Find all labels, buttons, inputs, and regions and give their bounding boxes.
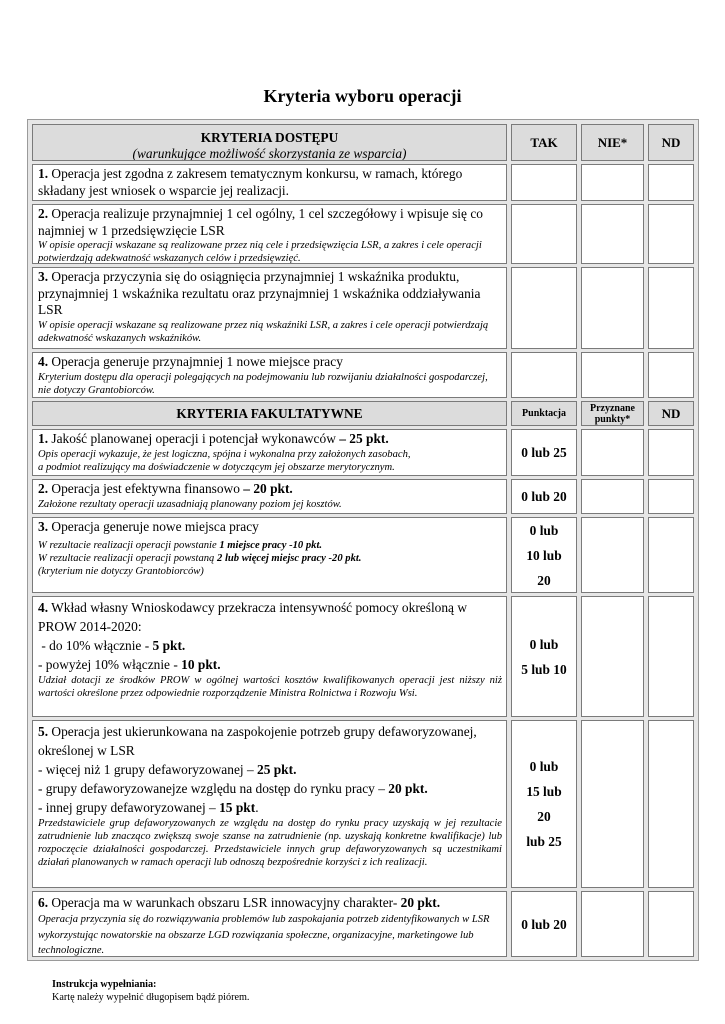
access-2-no-checkbox[interactable] — [581, 204, 644, 264]
optional-criterion-4-text: Wkład własny Wnioskodawcy przekracza intensywność pomocy określoną w PROW 2014-2020: — [38, 600, 468, 634]
access-criterion-1 — [32, 164, 507, 201]
access-criterion-4 — [32, 352, 507, 398]
access-criterion-3 — [32, 267, 507, 349]
optional-criterion-3 — [32, 517, 507, 593]
col-header-no: NIE* — [581, 124, 644, 161]
col-header-points: Punktacja — [511, 401, 577, 426]
optional-criterion-1-number: 1. — [38, 431, 49, 446]
optional-criterion-3-note-1-bold: 1 miejsce pracy -10 pkt. — [219, 539, 323, 551]
optional-criterion-4-number: 4. — [38, 600, 49, 615]
optional-criterion-2-note: Założone rezultaty operacji uzasadniają planowany poziom jej kosztów. — [38, 498, 342, 510]
page-title: Kryteria wyboru operacji — [263, 86, 462, 106]
optional-criterion-3-note-3: (kryterium nie dotyczy Grantobiorców) — [38, 565, 204, 577]
access-2-nd-checkbox[interactable] — [648, 204, 694, 264]
access-criterion-3-note: W opisie operacji wskazane są realizowane przez nią wskaźniki LSR, a zakres i cele operacji potwierdzają adekwatność wskazanych wskaźników. — [38, 319, 489, 344]
optional-3-scoring — [511, 517, 577, 593]
access-criterion-2-text: Operacja realizuje przynajmniej 1 cel ogólny, 1 cel szczegółowy i wpisuje się co najmniej w 1 przedsięwzięcie LSR — [38, 206, 483, 238]
optional-1-scoring — [511, 429, 577, 476]
optional-criterion-4-note: Udział dotacji ze środków PROW w ogólnej wartości kosztów kwalifikowanych operacji jest niższy niż wartości określone przez odpowiednie rozporządzenie Ministra Rolnictwa i Rozwoju Wsi. — [38, 675, 502, 699]
optional-criterion-1-text: Jakość planowanej operacji i potencjał wykonawców — [51, 431, 336, 446]
access-criterion-2-number: 2. — [38, 206, 49, 221]
scoring-value: 0 lub 20 — [521, 916, 567, 932]
access-criterion-4-text: Operacja generuje przynajmniej 1 nowe miejsce pracy — [51, 354, 343, 369]
access-4-no-checkbox[interactable] — [581, 352, 644, 398]
access-criterion-2-note: W opisie operacji wskazane są realizowane przez nią cele i przedsięwzięcia LSR, a zakres i cele operacji potwierdzają adekwatność wskazanych celów i przedsięwzięć. — [38, 240, 482, 264]
optional-2-scoring — [511, 479, 577, 514]
optional-5-scoring — [511, 720, 577, 888]
access-1-yes-checkbox[interactable] — [511, 164, 577, 201]
optional-criterion-4-option-2: - powyżej 10% włącznie - — [38, 657, 182, 672]
access-criterion-2 — [32, 204, 507, 264]
scoring-value: 0 lub — [529, 759, 559, 774]
optional-criterion-5-option-1-points: 25 pkt. — [257, 762, 297, 777]
scoring-value: 10 lub — [526, 547, 562, 563]
access-criteria-header — [32, 124, 507, 161]
optional-criterion-4-option-1-points: 5 pkt. — [152, 638, 186, 653]
optional-2-awarded-input[interactable] — [581, 479, 644, 514]
optional-6-awarded-input[interactable] — [581, 891, 644, 957]
optional-criterion-5-option-2: - grupy defaworyzowanejze względu na dostęp do rynku pracy – — [38, 781, 389, 796]
scoring-value: 0 lub — [529, 636, 559, 652]
optional-1-awarded-input[interactable] — [581, 429, 644, 476]
optional-criterion-3-note-2-bold: 2 lub więcej miejsc pracy -20 pkt. — [217, 552, 362, 564]
optional-criterion-1-note-1: Opis operacji wykazuje, że jest logiczna, spójna i wykonalna przy założonych zasobach, — [38, 448, 411, 460]
optional-2-nd-checkbox[interactable] — [648, 479, 694, 514]
access-criterion-3-number: 3. — [38, 269, 49, 284]
optional-criterion-5-option-3-points: 15 pkt — [219, 800, 256, 815]
col-header-yes: TAK — [511, 124, 577, 161]
optional-criterion-1-note-2: a podmiot realizujący ma doświadczenie w dotyczącym jej obszarze merytorycznym. — [38, 461, 395, 473]
optional-criteria-header: KRYTERIA FAKULTATYWNE — [32, 401, 507, 426]
optional-criterion-2-text: Operacja jest efektywna finansowo — [51, 481, 240, 496]
optional-4-awarded-input[interactable] — [581, 596, 644, 717]
scoring-value: 0 lub 25 — [521, 445, 567, 460]
optional-4-nd-checkbox[interactable] — [648, 596, 694, 717]
optional-criterion-6 — [32, 891, 507, 957]
access-1-nd-checkbox[interactable] — [648, 164, 694, 201]
access-2-yes-checkbox[interactable] — [511, 204, 577, 264]
scoring-value: 20 — [537, 572, 551, 588]
col-header-nd: ND — [648, 124, 694, 161]
optional-5-awarded-input[interactable] — [581, 720, 644, 888]
optional-criterion-5-option-2-points: 20 pkt. — [388, 781, 428, 796]
col-header-awarded-points: Przyznane punkty* — [581, 401, 644, 426]
scoring-value: 5 lub 10 — [521, 661, 567, 677]
access-criteria-title: KRYTERIA DOSTĘPU — [200, 130, 339, 145]
optional-criterion-1-points: – 25 pkt. — [339, 431, 389, 446]
optional-criterion-6-points: 20 pkt. — [397, 895, 441, 910]
instructions — [52, 979, 249, 1004]
optional-criterion-5-option-3-dot: . — [255, 800, 259, 815]
optional-criterion-6-text: Operacja ma w warunkach obszaru LSR innowacyjny charakter- — [51, 895, 398, 910]
scoring-value: 0 lub 20 — [521, 489, 567, 504]
optional-criterion-5 — [32, 720, 507, 888]
instructions-text: Kartę należy wypełnić długopisem bądź piórem. — [52, 991, 250, 1003]
optional-criterion-5-number: 5. — [38, 724, 49, 739]
access-4-nd-checkbox[interactable] — [648, 352, 694, 398]
instructions-title: Instrukcja wypełniania: — [52, 979, 157, 990]
optional-criterion-5-option-3: - innej grupy defaworyzowanej – — [38, 800, 220, 815]
optional-criterion-4-option-1: - do 10% włącznie - — [38, 638, 153, 653]
optional-3-nd-checkbox[interactable] — [648, 517, 694, 593]
optional-3-awarded-input[interactable] — [581, 517, 644, 593]
optional-criterion-5-text: Operacja jest ukierunkowana na zaspokojenie potrzeb grupy defaworyzowanej, określonej w LSR — [38, 724, 477, 758]
optional-6-nd-checkbox[interactable] — [648, 891, 694, 957]
optional-criterion-3-note-2: W rezultacie realizacji operacji powstaną — [38, 552, 215, 564]
optional-criterion-4 — [32, 596, 507, 717]
access-criterion-4-number: 4. — [38, 354, 49, 369]
optional-1-nd-checkbox[interactable] — [648, 429, 694, 476]
scoring-value: lub 25 — [526, 834, 562, 849]
col-header-nd-optional: ND — [648, 401, 694, 426]
access-criterion-1-number: 1. — [38, 166, 49, 181]
access-criteria-subtitle: (warunkujące możliwość skorzystania ze wsparcia) — [132, 146, 407, 161]
optional-criterion-1 — [32, 429, 507, 476]
access-1-no-checkbox[interactable] — [581, 164, 644, 201]
optional-criterion-6-number: 6. — [38, 895, 49, 910]
optional-criterion-3-note-1: W rezultacie realizacji operacji powstanie — [38, 539, 217, 551]
optional-criterion-5-note: Przedstawiciele grup defaworyzowanych ze względu na dostęp do rynku pracy uzyskają w jej rezultacie zatrudnienie lub znacząco zwiększą swoje szanse na zatrudnienie (np. uzyskają konkretne kwalifikacje) lub rozpoczęcie działalności gospodarczej. Przedstawiciele innych grup defaworyzowanych są uczestnikami działań planowanych w ramach operacji lub odnoszą bezpośrednie korzyści z ich realizacji. — [38, 818, 502, 868]
access-criterion-1-text: Operacja jest zgodna z zakresem tematycznym konkursu, w ramach, którego składany jest wniosek o wsparcie jej realizacji. — [38, 166, 463, 198]
scoring-value: 20 — [537, 809, 551, 824]
access-3-yes-checkbox[interactable] — [511, 267, 577, 349]
scoring-value: 0 lub — [529, 522, 559, 538]
optional-criterion-6-note: Operacja przyczynia się do rozwiązywania problemów lub zaspokajania potrzeb zidentyfikowanych w LSR wykorzystując nowatorskie na obszarze LGD rozwiązania społeczne, organizacyjne, marketingowe lub technologiczne. — [38, 914, 490, 956]
optional-6-scoring — [511, 891, 577, 957]
optional-criterion-5-option-1: - więcej niż 1 grupy defaworyzowanej – — [38, 762, 257, 777]
access-criterion-3-text: Operacja przyczynia się do osiągnięcia przynajmniej 1 wskaźnika produktu, przynajmniej 1 wskaźnika rezultatu oraz przynajmniej 1 wskaźnika oddziaływania LSR — [38, 269, 481, 317]
scoring-value: 15 lub — [526, 784, 562, 799]
access-criterion-4-note: Kryterium dostępu dla operacji polegających na podejmowaniu lub rozwijaniu działalności gospodarczej, nie dotyczy Grantobiorców. — [38, 371, 488, 396]
access-3-no-checkbox[interactable] — [581, 267, 644, 349]
optional-criterion-2 — [32, 479, 507, 514]
access-3-nd-checkbox[interactable] — [648, 267, 694, 349]
access-4-yes-checkbox[interactable] — [511, 352, 577, 398]
optional-4-scoring — [511, 596, 577, 717]
optional-criterion-3-text: Operacja generuje nowe miejsca pracy — [51, 519, 259, 534]
optional-5-nd-checkbox[interactable] — [648, 720, 694, 888]
optional-criterion-4-option-2-points: 10 pkt. — [181, 657, 221, 672]
optional-criterion-2-points: – 20 pkt. — [243, 481, 293, 496]
optional-criterion-3-number: 3. — [38, 519, 49, 534]
optional-criterion-2-number: 2. — [38, 481, 49, 496]
